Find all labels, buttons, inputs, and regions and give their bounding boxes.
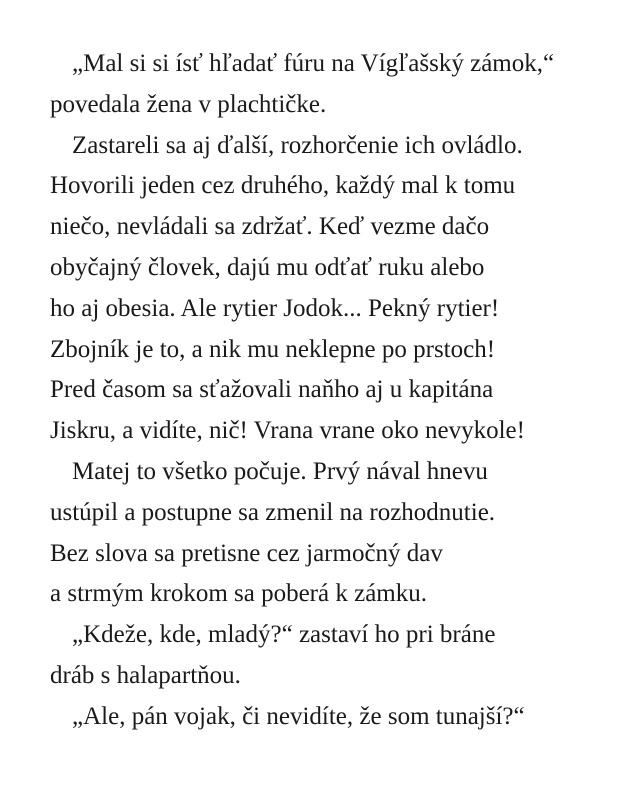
text-line: ho aj obesia. Ale rytier Jodok... Pekný rytier! bbox=[50, 294, 500, 322]
text-line: Pred časom sa sťažovali naňho aj u kapitána bbox=[50, 376, 494, 404]
text-line: Bez slova sa pretisne cez jarmočný dav bbox=[50, 539, 443, 567]
text-line: Hovorili jeden cez druhého, každý mal k tomu bbox=[50, 172, 516, 200]
text-line: „Ale, pán vojak, či nevidíte, že som tunajší?“ bbox=[72, 702, 525, 730]
text-line: „Mal si si ísť hľadať fúru na Vígľašský zámok,“ bbox=[72, 50, 555, 77]
text-line: Zastareli sa aj ďalší, rozhorčenie ich ovládlo. bbox=[72, 131, 523, 159]
text-line: dráb s halapartňou. bbox=[50, 661, 241, 689]
text-line: obyčajný človek, dajú mu odťať ruku alebo bbox=[50, 253, 485, 281]
text-line: Matej to všetko počuje. Prvý nával hnevu bbox=[72, 457, 488, 485]
text-line: a strmým krokom sa poberá k zámku. bbox=[50, 580, 427, 608]
text-line: „Kdeže, kde, mladý?“ zastaví ho pri bráne bbox=[72, 621, 496, 649]
text-line: Zbojník je to, a nik mu neklepne po prstoch! bbox=[50, 335, 496, 363]
text-line: niečo, nevládali sa zdržať. Keď vezme dačo bbox=[50, 213, 490, 241]
text-line: ustúpil a postupne sa zmenil na rozhodnutie. bbox=[50, 498, 496, 526]
text-line: Jiskru, a vidíte, nič! Vrana vrane oko nevykole! bbox=[50, 417, 525, 445]
body-text bbox=[50, 44, 620, 738]
text-line: povedala žena v plachtičke. bbox=[50, 90, 327, 118]
